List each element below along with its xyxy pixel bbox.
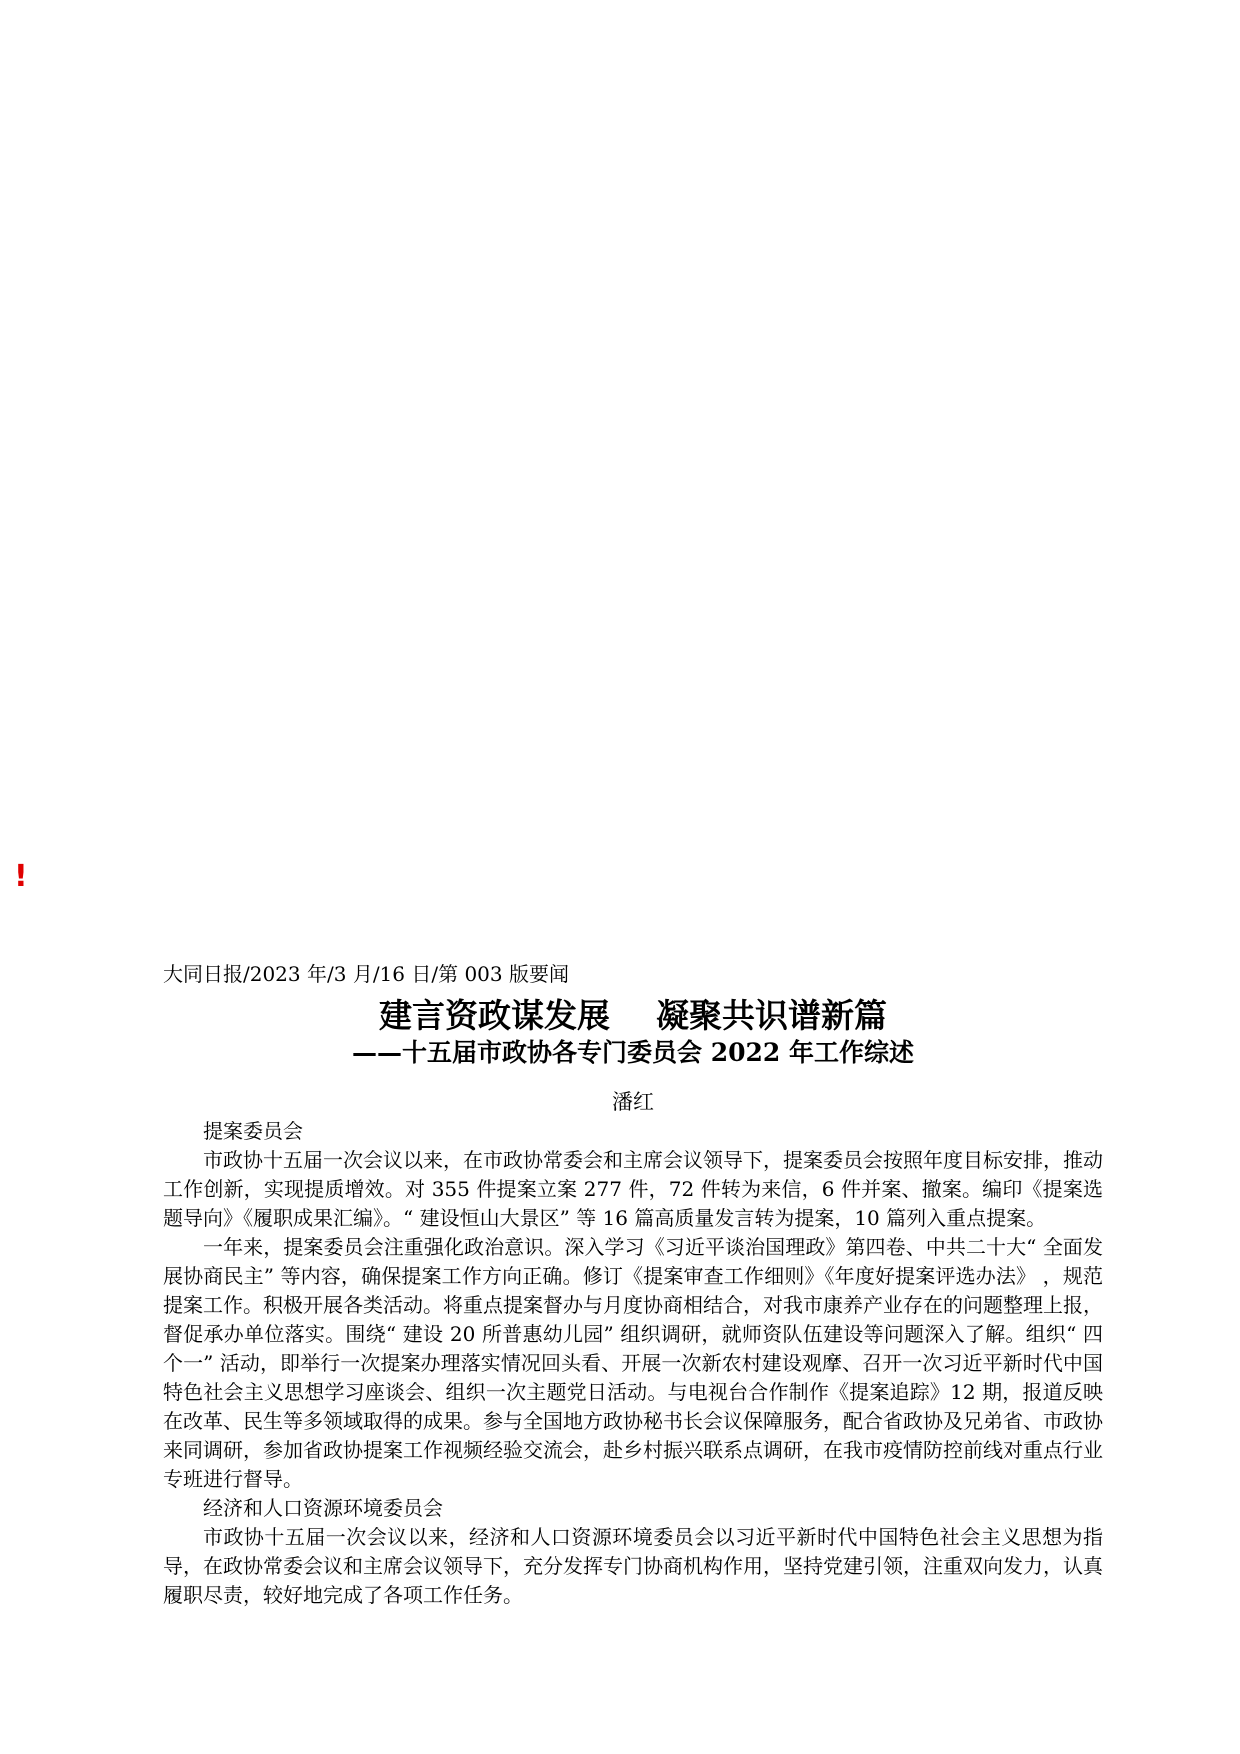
paragraph: 一年来，提案委员会注重强化政治意识。深入学习《习近平谈治国理政》第四卷、中共二十大“ 全面发展协商民主” 等内容，确保提案工作方向正确。修订《提案审查工作细则》《年度好提案评选办法》 ，规范提案工作。积极开展各类活动。将重点提案督办与月度协商相结合，对我市康养产业存在的问题整理上报，督促承办单位落实。围绕“ 建设 20 所普惠幼儿园” 组织调研，就师资队伍建设等问题深入了解。组织“ 四个一” 活动，即举行一次提案办理落实情况回头看、开展一次新农村建设观摩、召开一次习近平新时代中国特色社会主义思想学习座谈会、组织一次主题党日活动。与电视台合作制作《提案追踪》12 期，报道反映在改革、民生等多领域取得的成果。参与全国地方政协秘书长会议保障服务，配合省政协及兄弟省、市政协来同调研，参加省政协提案工作视频经验交流会，赴乡村振兴联系点调研，在我市疫情防控前线对重点行业专班进行督导。	[163, 1235, 1103, 1491]
article-author: 潘红	[612, 1090, 654, 1114]
paragraph: 市政协十五届一次会议以来，经济和人口资源环境委员会以习近平新时代中国特色社会主义思想为指导，在政协常委会议和主席会议领导下，充分发挥专门协商机构作用，坚持党建引领，注重双向发力，认真履职尽责，较好地完成了各项工作任务。	[163, 1525, 1103, 1607]
paragraph: 市政协十五届一次会议以来，在市政协常委会和主席会议领导下，提案委员会按照年度目标安排，推动工作创新，实现提质增效。对 355 件提案立案 277 件，72 件转为来信，6 件并案、撤案。编印《提案选题导向》《履职成果汇编》。“ 建设恒山大景区” 等 16 篇高质量发言转为提案，10 篇列入重点提案。	[163, 1148, 1103, 1230]
article-title: 建言资政谋发展 凝聚共识谱新篇	[379, 996, 887, 1035]
article	[163, 960, 1103, 1610]
red-exclamation-mark: !	[14, 859, 28, 894]
section-economy-committee	[163, 1494, 1103, 1610]
article-source: 大同日报/2023 年/3 月/16 日/第 003 版要闻	[163, 962, 569, 986]
section-proposal-committee	[163, 1117, 1103, 1494]
section-heading: 提案委员会	[203, 1119, 303, 1143]
article-subtitle: ——十五届市政协各专门委员会 2022 年工作综述	[352, 1038, 914, 1067]
section-heading: 经济和人口资源环境委员会	[203, 1496, 443, 1520]
